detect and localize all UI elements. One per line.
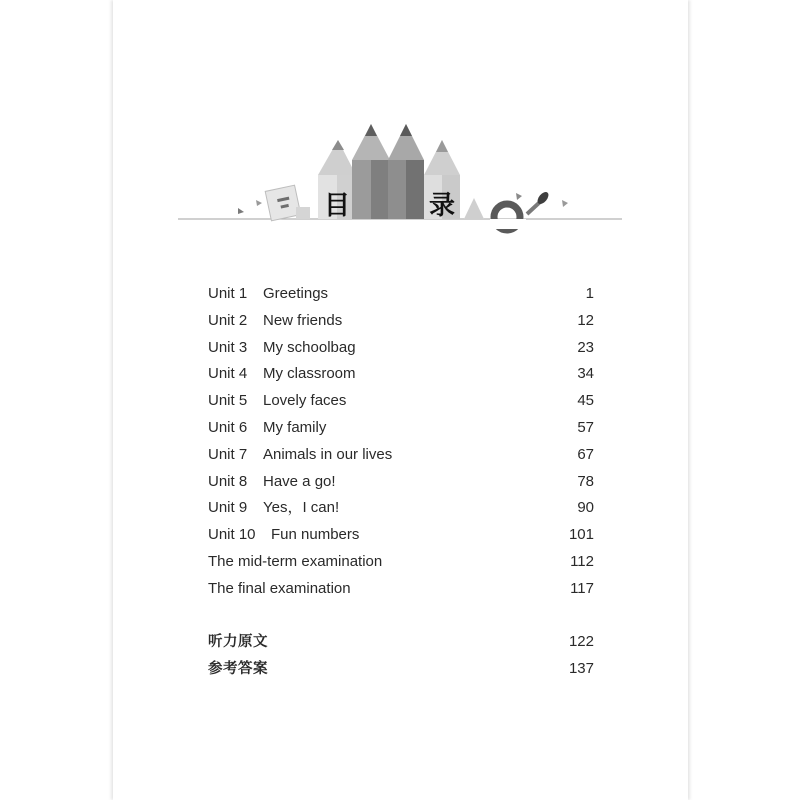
unit-title: Lovely faces (263, 392, 347, 410)
unit-label: Unit 2 (208, 311, 248, 329)
exam-title: The mid-term examination (208, 552, 383, 570)
unit-title: My classroom (263, 365, 356, 383)
page-number: 67 (577, 445, 594, 463)
unit-label: Unit 5 (208, 392, 248, 410)
unit-title: Animals in our lives (263, 445, 393, 463)
page-number: 34 (577, 365, 594, 383)
confetti-triangle (256, 200, 262, 206)
page-number: 1 (585, 285, 594, 302)
toc-row-unit-5[interactable] (208, 388, 594, 415)
confetti-triangle (516, 193, 522, 200)
pencil-2 (352, 124, 390, 219)
unit-label: Unit 9 (208, 499, 248, 517)
unit-label: Unit 7 (208, 445, 248, 463)
page-number: 45 (577, 392, 594, 410)
unit-title: Have a go! (263, 472, 336, 490)
toc-row-unit-7[interactable] (208, 442, 594, 469)
unit-title: Yes，I can! (263, 499, 340, 517)
section-spacer (208, 603, 594, 630)
unit-label: Unit 10 (208, 526, 256, 544)
unit-label: Unit 4 (208, 365, 248, 383)
unit-title: My schoolbag (263, 338, 356, 356)
page-number: 122 (568, 633, 594, 651)
toc-row-unit-9[interactable] (208, 495, 594, 522)
toc-row-final-exam[interactable] (208, 576, 594, 603)
page-number: 23 (577, 338, 594, 356)
page-number: 137 (568, 660, 594, 678)
unit-label: Unit 3 (208, 338, 248, 356)
toc-row-unit-10[interactable] (208, 522, 594, 549)
page-number: 101 (568, 526, 594, 544)
tape-roll-icon (490, 204, 526, 230)
page-number: 90 (577, 499, 594, 517)
appendix-title: 参考答案 (208, 661, 268, 678)
paintbrush-icon (527, 190, 551, 214)
toc-row-unit-1[interactable] (208, 281, 594, 308)
unit-title: New friends (263, 311, 343, 329)
toc-row-unit-8[interactable] (208, 469, 594, 496)
toc-row-unit-4[interactable] (208, 361, 594, 388)
unit-title: Greetings (263, 285, 329, 302)
table-of-contents (208, 281, 594, 683)
page-number: 12 (577, 311, 594, 329)
unit-title: Fun numbers (271, 526, 360, 544)
toc-row-answer-key[interactable] (208, 656, 594, 683)
exam-title: The final examination (208, 579, 351, 597)
pencil-3 (388, 124, 424, 219)
toc-row-unit-2[interactable] (208, 308, 594, 335)
appendix-title: 听力原文 (208, 634, 268, 651)
unit-label: Unit 8 (208, 472, 248, 490)
toc-row-unit-6[interactable] (208, 415, 594, 442)
unit-label: Unit 6 (208, 418, 248, 436)
ruler-icon (265, 185, 301, 221)
title-char-2: 录 (428, 191, 456, 221)
unit-title: My family (263, 418, 327, 436)
small-cone-icon (464, 198, 484, 219)
confetti-triangle (562, 200, 568, 207)
pencils-header-illustration (0, 0, 800, 240)
unit-label: Unit 1 (208, 285, 248, 302)
toc-row-mid-term-exam[interactable] (208, 549, 594, 576)
page-number: 78 (577, 472, 594, 490)
page-number: 117 (570, 579, 594, 597)
toc-row-listening-transcript[interactable] (208, 629, 594, 656)
page-number: 112 (570, 552, 594, 570)
title-char-1: 目 (323, 191, 351, 221)
confetti-triangle (238, 208, 244, 214)
page-number: 57 (577, 418, 594, 436)
toc-row-unit-3[interactable] (208, 335, 594, 362)
